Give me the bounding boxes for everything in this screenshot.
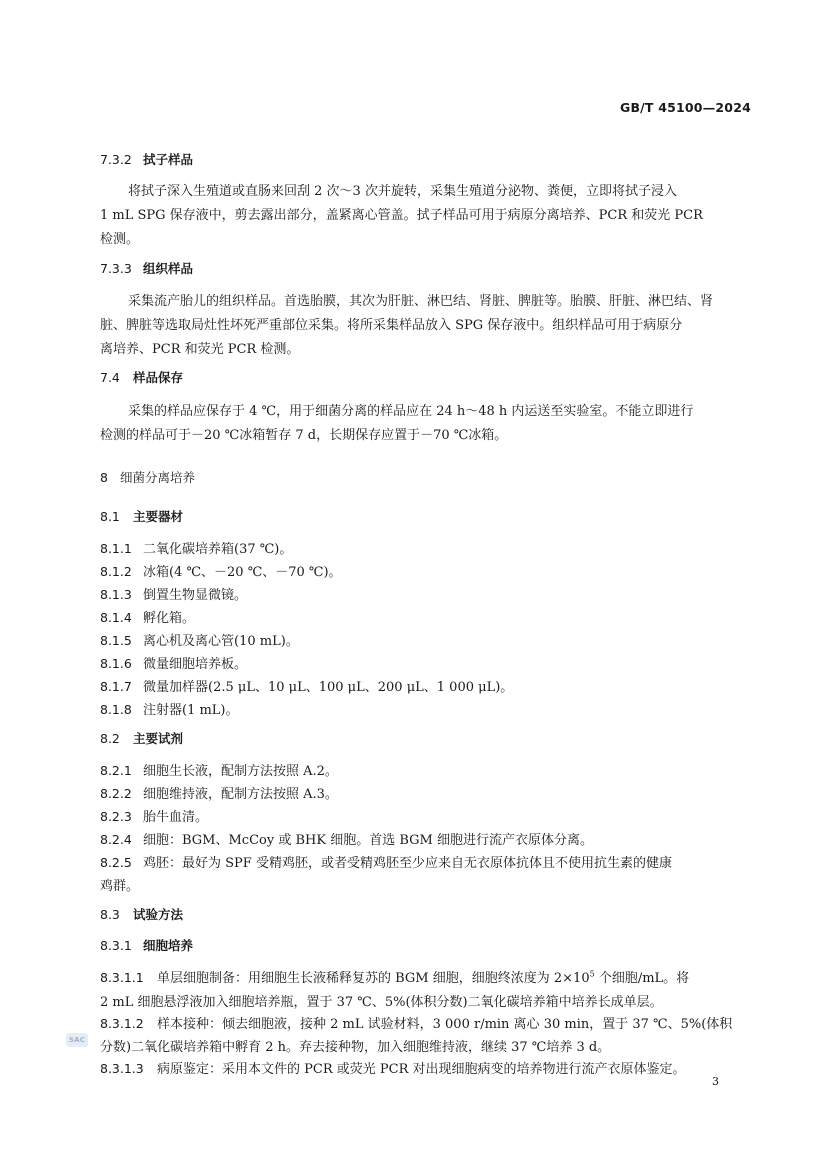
section-heading-8-3-1 [100,936,193,954]
item-number: 8.2.2 [100,786,132,801]
item-number: 8.1.3 [100,587,132,602]
item-text: 孵化箱。 [143,611,196,626]
paragraph-line: 采集的样品应保存于 4 ℃，用于细菌分离的样品应在 24 h～48 h 内运送至实验室。不能立即进行 [128,404,694,419]
item-text: 二氧化碳培养箱(37 ℃)。 [143,542,293,557]
list-item-continuation: 鸡群。 [100,879,140,894]
paragraph-text: 单层细胞制备：用细胞生长液稀释复苏的 BGM 细胞，细胞终浓度为 2×10 [157,971,590,986]
paragraph-line: 离培养、PCR 和荧光 PCR 检测。 [100,342,300,357]
item-number: 8.1.5 [100,633,132,648]
list-item-8-1-8 [100,699,239,718]
list-item-8-1-4 [100,607,195,626]
page-number: 3 [712,1075,719,1088]
item-number: 8.2.5 [100,855,132,870]
item-text: 微量细胞培养板。 [143,657,248,672]
list-item-8-2-1 [100,760,338,779]
item-number: 8.1.7 [100,679,132,694]
sac-watermark-logo: SAC [66,1033,88,1047]
section-title: 主要试剂 [133,731,184,746]
section-number: 8.3.1 [100,938,132,953]
item-text: 细胞生长液，配制方法按照 A.2。 [143,764,338,779]
section-number: 8.2 [100,731,120,746]
item-number: 8.1.1 [100,541,132,556]
paragraph-text: 病原鉴定：采用本文件的 PCR 或荧光 PCR 对出现细胞病变的培养物进行流产衣原体鉴定。 [157,1062,686,1077]
section-title: 主要器材 [133,509,184,524]
chapter-title: 细菌分离培养 [120,470,196,485]
section-title: 拭子样品 [143,152,194,167]
list-item-8-1-5 [100,630,299,649]
item-text: 倒置生物显微镜。 [143,588,248,603]
list-item-8-1-6 [100,653,247,672]
section-heading-7-3-2 [100,150,193,168]
section-heading-8-2 [100,729,183,747]
section-number: 8.1 [100,509,120,524]
list-item-8-1-2 [100,561,342,580]
item-text: 冰箱(4 ℃、－20 ℃、－70 ℃)。 [143,565,342,580]
item-text: 鸡胚：最好为 SPF 受精鸡胚，或者受精鸡胚至少应来自无衣原体抗体且不使用抗生素的健康 [143,856,672,871]
item-number: 8.1.6 [100,656,132,671]
document-code: GB/T 45100—2024 [619,100,751,115]
item-number: 8.1.4 [100,610,132,625]
paragraph-text: 样本接种：倾去细胞液，接种 2 mL 试验材料，3 000 r/min 离心 30 min，置于 37 ℃、5%(体积 [157,1017,733,1032]
item-number: 8.3.1.2 [100,1016,144,1031]
paragraph-line: 1 mL SPG 保存液中，剪去露出部分，盖紧离心管盖。拭子样品可用于病原分离培养、PCR 和荧光 PCR [100,208,703,223]
paragraph-8-3-1-2-line-1 [100,1013,732,1032]
paragraph-8-3-1-3-line-1 [100,1058,686,1077]
list-item-8-2-2 [100,783,338,802]
list-item-8-1-7 [100,676,513,695]
section-number: 7.3.3 [100,261,132,276]
item-text: 微量加样器(2.5 μL、10 μL、100 μL、200 μL、1 000 μL)。 [143,680,514,695]
paragraph-line: 检测的样品可于－20 ℃冰箱暂存 7 d，长期保存应置于－70 ℃冰箱。 [100,428,508,443]
paragraph-8-3-1-1-line-1 [100,967,689,986]
list-item-8-2-3 [100,806,208,825]
paragraph-line: 分数)二氧化碳培养箱中孵育 2 h。弃去接种物，加入细胞维持液，继续 37 ℃培养 3 d。 [100,1040,611,1055]
item-number: 8.3.1.1 [100,970,144,985]
section-title: 样品保存 [133,370,184,385]
item-number: 8.1.8 [100,702,132,717]
section-heading-7-3-3 [100,259,193,277]
paragraph-line: 脏、脾脏等选取局灶性坏死严重部位采集。将所采集样品放入 SPG 保存液中。组织样品可用于病原分 [100,318,683,333]
paragraph-line: 采集流产胎儿的组织样品。首选胎膜，其次为肝脏、淋巴结、肾脏、脾脏等。胎膜、肝脏、淋巴结、肾 [128,294,714,309]
list-item-8-2-5 [100,852,672,871]
item-number: 8.1.2 [100,564,132,579]
item-text: 胎牛血清。 [143,810,209,825]
section-number: 8.3 [100,907,120,922]
section-heading-8-1 [100,507,183,525]
item-number: 8.2.1 [100,763,132,778]
list-item-8-1-1 [100,538,292,557]
paragraph-line: 检测。 [100,232,140,247]
item-number: 8.2.4 [100,832,132,847]
section-title: 试验方法 [133,907,184,922]
item-number: 8.2.3 [100,809,132,824]
item-text: 细胞维持液，配制方法按照 A.3。 [143,787,338,802]
item-text: 注射器(1 mL)。 [143,703,239,718]
section-heading-7-4 [100,368,183,386]
superscript: 5 [589,969,595,979]
paragraph-line: 2 mL 细胞悬浮液加入细胞培养瓶，置于 37 ℃、5%(体积分数)二氧化碳培养箱中培养长成单层。 [100,995,663,1010]
section-number: 7.4 [100,370,120,385]
paragraph-line: 将拭子深入生殖道或直肠来回刮 2 次～3 次并旋转，采集生殖道分泌物、粪便，立即将拭子浸入 [128,184,677,199]
list-item-8-2-4 [100,829,593,848]
section-title: 细胞培养 [143,938,194,953]
section-title: 组织样品 [143,261,194,276]
item-number: 8.3.1.3 [100,1061,144,1076]
section-heading-8-3 [100,905,183,923]
chapter-number: 8 [100,470,108,485]
paragraph-text: 个细胞/mL。将 [594,971,690,986]
chapter-heading-8 [100,468,195,486]
item-text: 细胞：BGM、McCoy 或 BHK 细胞。首选 BGM 细胞进行流产衣原体分离。 [143,833,593,848]
section-number: 7.3.2 [100,152,132,167]
list-item-8-1-3 [100,584,247,603]
item-text: 离心机及离心管(10 mL)。 [143,634,299,649]
